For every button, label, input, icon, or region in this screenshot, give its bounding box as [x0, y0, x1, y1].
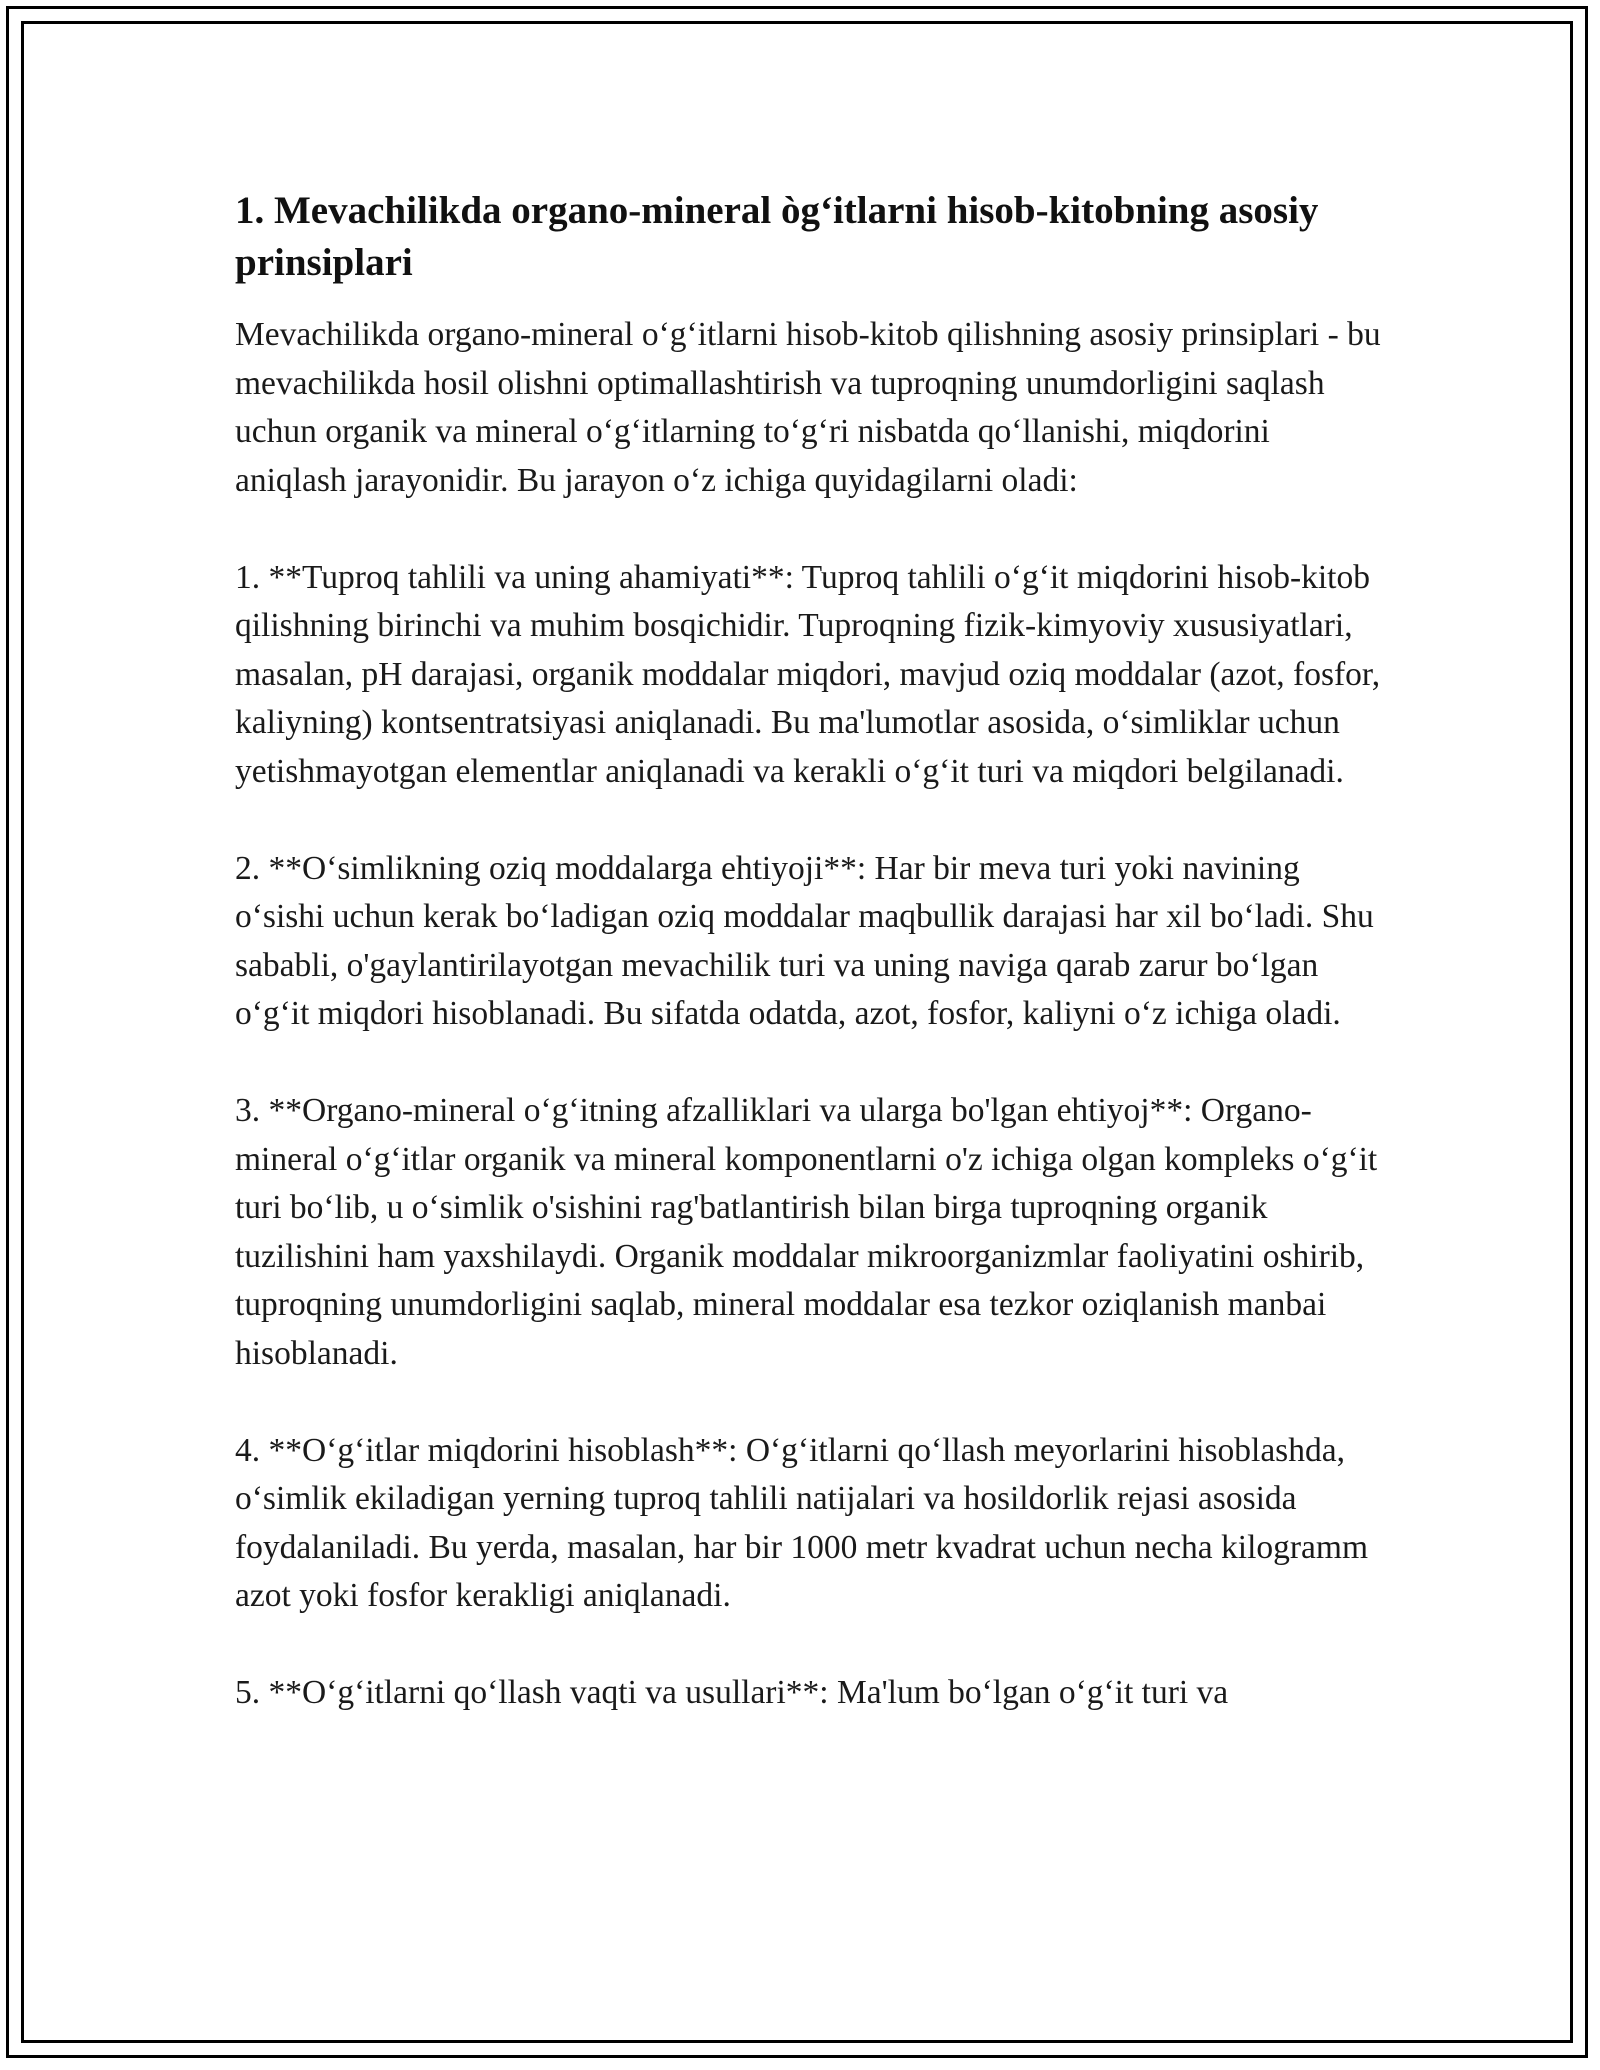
paragraph-item-1: 1. **Tuproq tahlili va uning ahamiyati**: Tuproq tahlili o‘g‘it miqdorini hisob-kitob qilishning birinchi va muhim bosqichidir. Tuproqning fizik-kimyoviy xususiyatlari, masalan, pH darajasi, organik moddalar miqdori, mavjud oziq moddalar (azot, fosfor, kaliyning) kontsentratsiyasi aniqlanadi. Bu ma'lumotlar asosida, o‘simliklar uchun yetishmayotgan elementlar aniqlanadi va kerakli o‘g‘it turi va miqdori belgilanadi.: [235, 558, 1389, 790]
document-body: [235, 185, 1389, 1766]
paragraph-item-2: 2. **O‘simlikning oziq moddalarga ehtiyoji**: Har bir meva turi yoki navining o‘sishi uchun kerak bo‘ladigan oziq moddalar maqbullik darajasi har xil bo‘ladi. Shu sababli, o'gaylantirilayotgan mevachilik turi va uning naviga qarab zarur bo‘lgan o‘g‘it miqdori hisoblanadi. Bu sifatda odatda, azot, fosfor, kaliyni o‘z ichiga oladi.: [235, 849, 1383, 1032]
paragraph-item-3: 3. **Organo-mineral o‘g‘itning afzalliklari va ularga bo'lgan ehtiyoj**: Organo-mineral o‘g‘itlar organik va mineral komponentlarni o'z ichiga olgan kompleks o‘g‘it turi bo‘lib, u o‘simlik o'sishini rag'batlantirish bilan birga tuproqning organik tuzilishini ham yaxshilaydi. Organik moddalar mikroorganizmlar faoliyatini oshirib, tuproqning unumdorligini saqlab, mineral moddalar esa tezkor oziqlanish manbai hisoblanadi.: [235, 1092, 1386, 1372]
document-title: 1. Mevachilikda organo-mineral òg‘itlarni hisob-kitobning asosiy prinsiplari: [235, 189, 1319, 284]
paragraph-intro: Mevachilikda organo-mineral o‘g‘itlarni hisob-kitob qilishning asosiy prinsiplari - bu mevachilikda hosil olishni optimallashtirish va tuproqning unumdorligini saqlash uchun organik va mineral o‘g‘itlarning to‘g‘ri nisbatda qo‘llanishi, miqdorini aniqlash jarayonidir. Bu jarayon o‘z ichiga quyidagilarni oladi:: [235, 316, 1389, 499]
paragraph-item-5: 5. **O‘g‘itlarni qo‘llash vaqti va usullari**: Ma'lum bo‘lgan o‘g‘it turi va: [235, 1674, 1229, 1711]
paragraph-item-4: 4. **O‘g‘itlar miqdorini hisoblash**: O‘g‘itlarni qo‘llash meyorlarini hisoblashda, o‘simlik ekiladigan yerning tuproq tahlili natijalari va hosildorlik rejasi asosida foydalaniladi. Bu yerda, masalan, har bir 1000 metr kvadrat uchun necha kilogramm azot yoki fosfor kerakligi aniqlanadi.: [235, 1431, 1377, 1614]
